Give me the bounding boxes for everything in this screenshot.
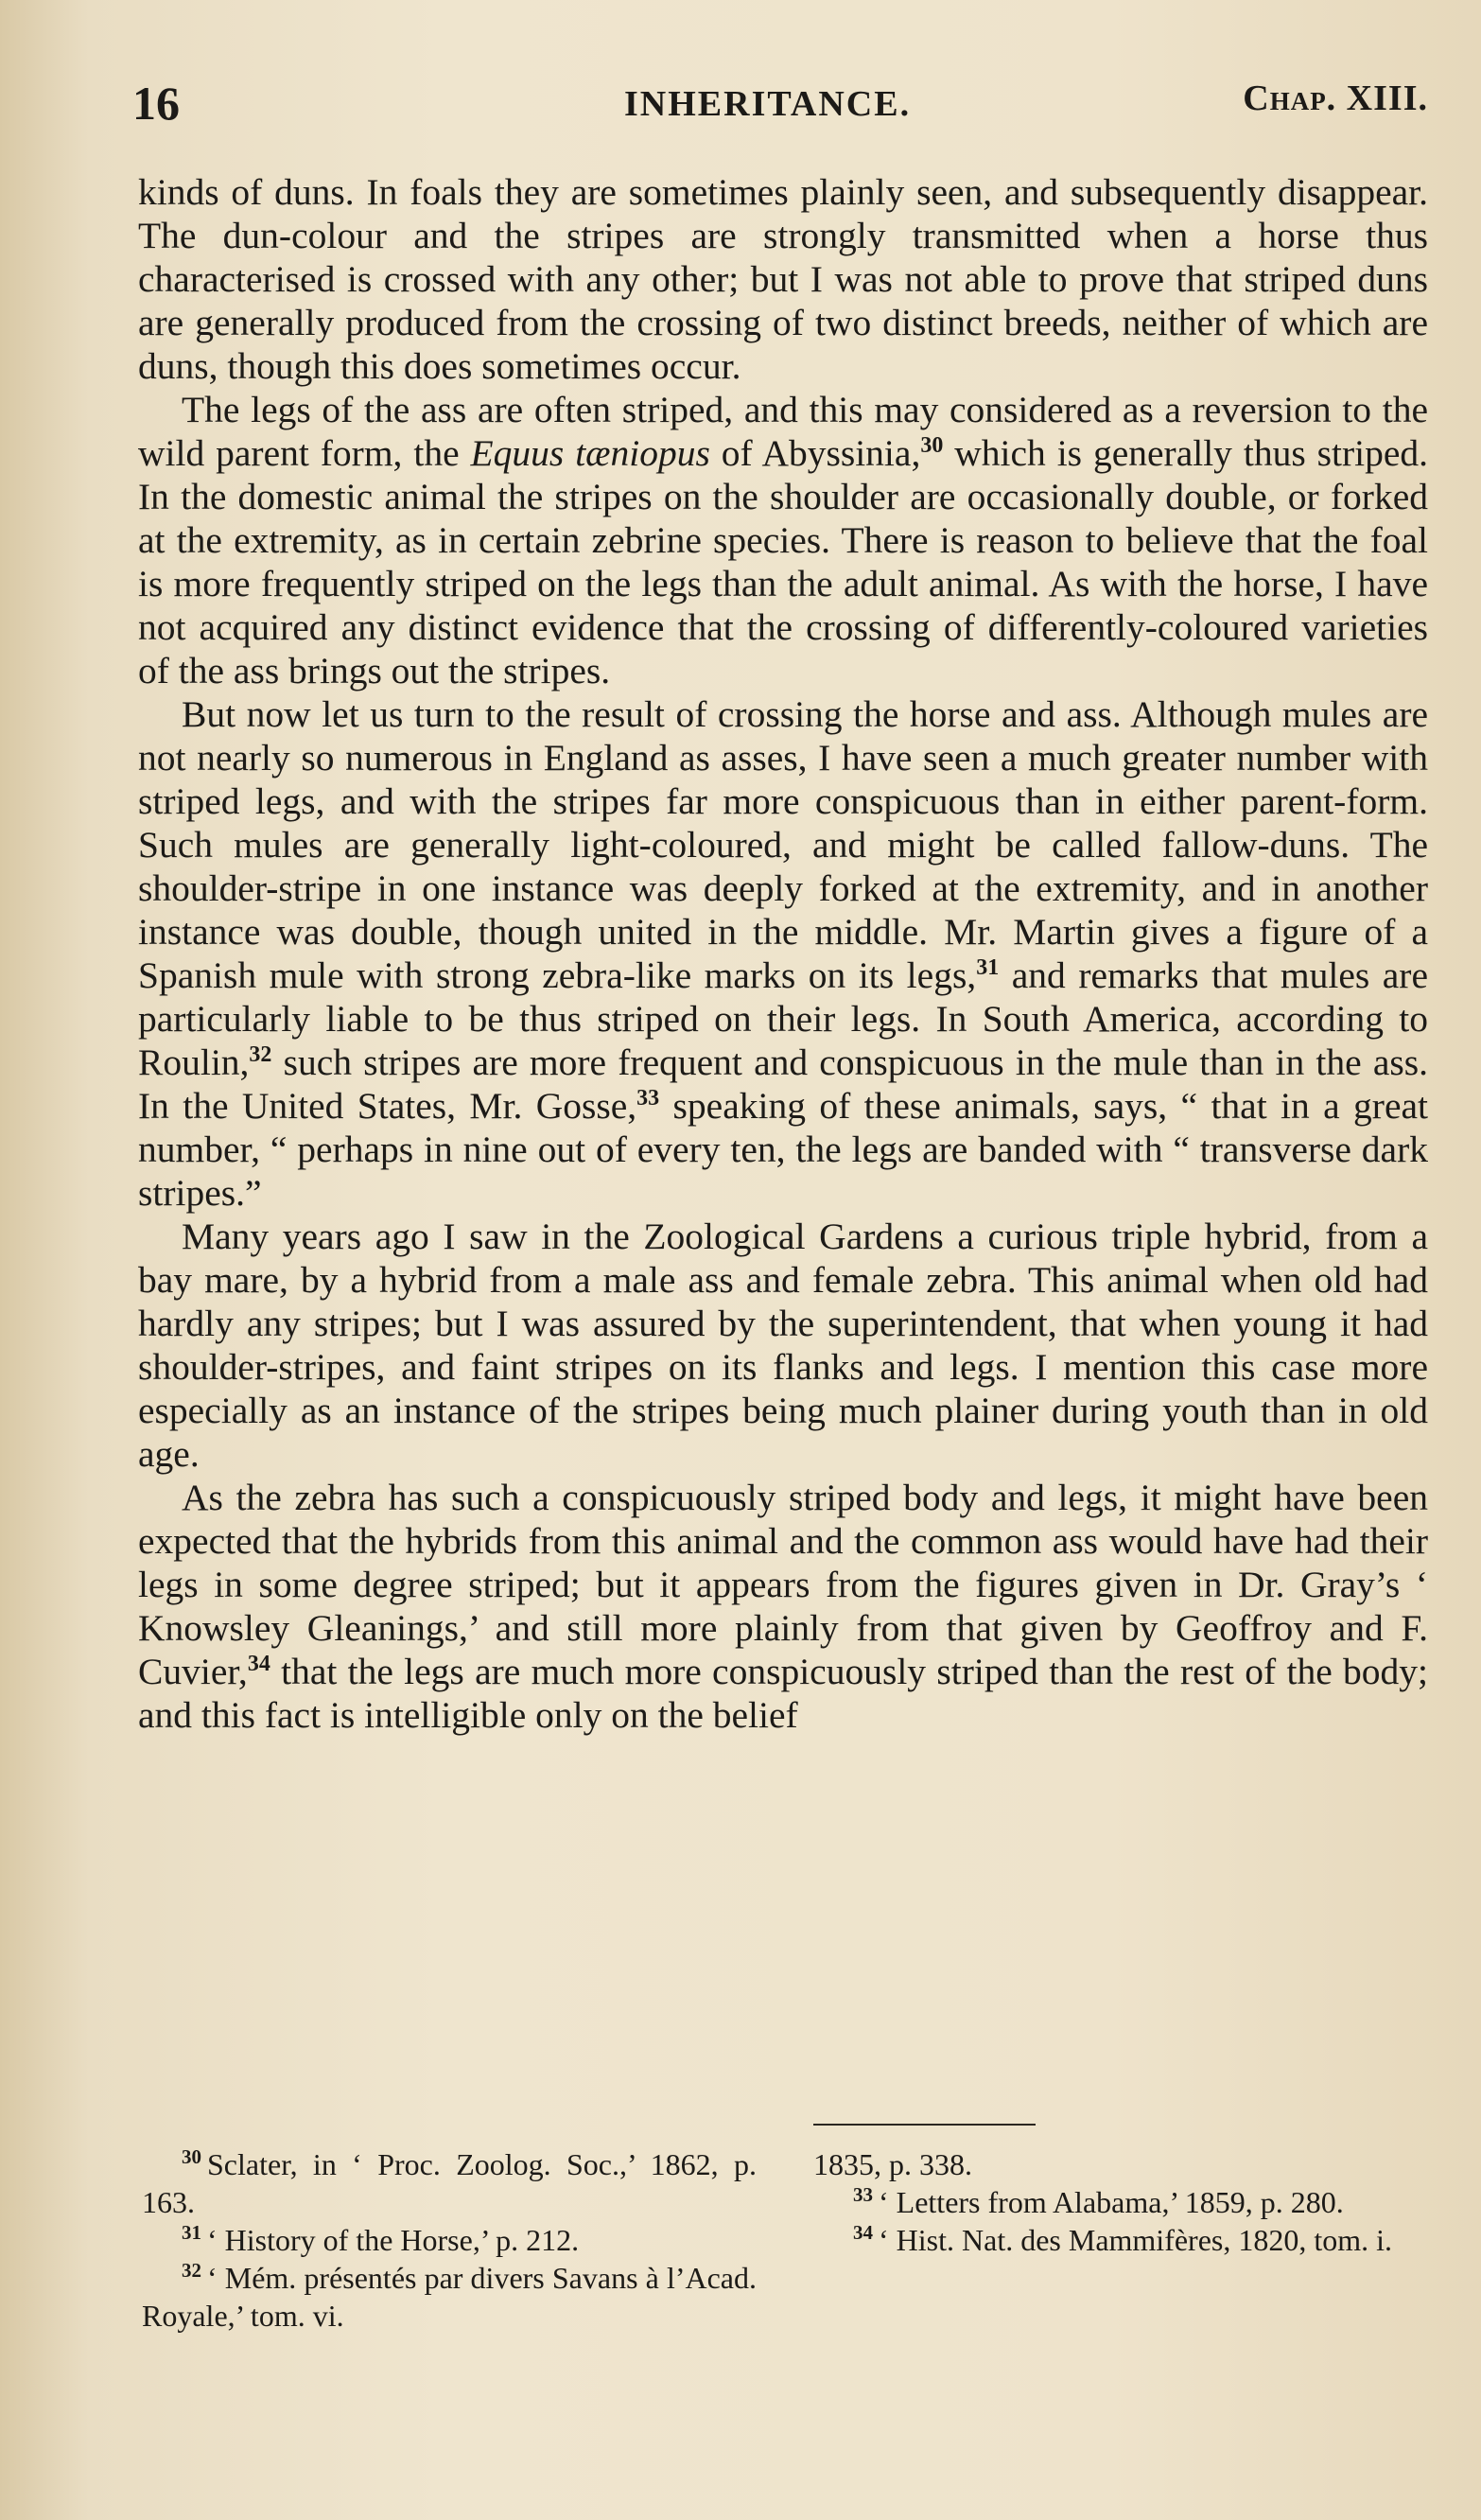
page-number: 16 (132, 77, 180, 130)
footnote-text: ‘ Hist. Nat. des Mammifères, 1820, tom. i. (879, 2223, 1393, 2257)
footnote-text: ‘ Letters from Alabama,’ 1859, p. 280. (879, 2185, 1344, 2219)
paragraph (138, 1476, 1428, 1737)
text-segment: But now let us turn to the result of crossing the horse and ass. Although mules are not nearly so numerous in England as asses, I have seen a much greater number with striped legs, and with the stripes far more conspicuous than in either parent-form. Such mules are generally light-coloured, and might be called fallow-duns. The shoulder-stripe in one instance was deeply forked at the extremity, and in another instance was double, though united in the middle. Mr. Martin gives a figure of a Spanish mule with strong zebra-like marks on its legs, (138, 693, 1428, 996)
page-header (132, 76, 1428, 142)
footnote-number: 31 (182, 2221, 201, 2245)
text-segment: of Abyssinia, (709, 432, 921, 474)
footnote-number: 33 (853, 2183, 873, 2207)
footnote (142, 2221, 757, 2259)
footnote-number: 34 (853, 2221, 873, 2245)
text-segment: that the legs are much more conspicuously striped than the rest of the body; and this fact is intelligible only on the belief (138, 1651, 1428, 1736)
footnote (813, 2221, 1428, 2259)
footnote-reference: 34 (247, 1651, 270, 1676)
chapter-heading: Chap. XIII. (1243, 79, 1428, 118)
footnote-text: 1835, p. 338. (813, 2147, 972, 2181)
running-title: INHERITANCE. (624, 84, 912, 124)
text-segment: As the zebra has such a conspicuously striped body and legs, it might have been expected that the hybrids from this animal and the common ass would have had their legs in some degree striped; but it appears from the figures given in Dr. Gray’s ‘ Knowsley Gleanings,’ and still more plainly from that given by Geoffroy and F. Cuvier, (138, 1477, 1428, 1692)
text-segment: kinds of duns. In foals they are sometimes plainly seen, and subsequently disappear. The dun-colour and the stripes are strongly transmitted when a horse thus characterised is crossed with any other; but I was not able to prove that striped duns are generally produced from the crossing of two distinct breeds, neither of which are duns, though this does sometimes occur. (138, 171, 1428, 387)
text-segment: The legs of the ass are often striped, and this may considered as a reversion to the wild parent form, the (138, 389, 1428, 474)
footnotes-left-column (142, 2145, 757, 2335)
body-text (138, 170, 1428, 1737)
text-segment: and remarks that mules are particularly liable to be thus striped on their legs. In South America, according to Roulin, (138, 954, 1428, 1083)
footnotes (142, 2145, 1428, 2335)
footnotes-right-column (813, 2145, 1428, 2335)
footnote-reference: 31 (976, 954, 1000, 980)
text-segment: such stripes are more frequent and conspicuous in the mule than in the ass. In the United States, Mr. Gosse, (138, 1041, 1428, 1127)
paragraph (138, 388, 1428, 692)
paragraph (138, 170, 1428, 388)
footnote (813, 2183, 1428, 2221)
paragraph (138, 1215, 1428, 1476)
text-segment: which is generally thus striped. In the domestic animal the stripes on the shoulder are occasionally double, or forked at the extremity, as in certain zebrine species. There is reason to believe that the foal is more frequently striped on the legs than the adult animal. As with the horse, I have not acquired any distinct evidence that the crossing of differently-coloured varieties of the ass brings out the stripes. (138, 432, 1428, 691)
footnote-text: Sclater, in ‘ Proc. Zoolog. Soc.,’ 1862, p. 163. (142, 2147, 757, 2219)
italic-text: Equus tæniopus (470, 432, 710, 474)
footnote-rule (813, 2124, 1036, 2126)
footnote-text: ‘ Mém. présentés par divers Savans à l’Acad. Royale,’ tom. vi. (142, 2261, 757, 2333)
footnote-number: 32 (182, 2259, 201, 2283)
footnote-number: 30 (182, 2145, 201, 2169)
footnote-reference: 32 (249, 1041, 272, 1067)
footnote (813, 2145, 1428, 2183)
footnote (142, 2145, 757, 2221)
footnote (142, 2259, 757, 2335)
footnote-reference: 33 (636, 1085, 660, 1111)
text-segment: speaking of these animals, says, “ that in a great number, “ perhaps in nine out of every ten, the legs are banded with “ transverse dark stripes.” (138, 1085, 1428, 1214)
footnote-reference: 30 (920, 432, 944, 458)
text-segment: Many years ago I saw in the Zoological Gardens a curious triple hybrid, from a bay mare, by a hybrid from a male ass and female zebra. This animal when old had hardly any stripes; but I was assured by the superintendent, that when young it had shoulder-stripes, and faint stripes on its flanks and legs. I mention this case more especially as an instance of the stripes being much plainer during youth than in old age. (138, 1216, 1428, 1475)
paragraph (138, 692, 1428, 1215)
footnote-text: ‘ History of the Horse,’ p. 212. (207, 2223, 580, 2257)
